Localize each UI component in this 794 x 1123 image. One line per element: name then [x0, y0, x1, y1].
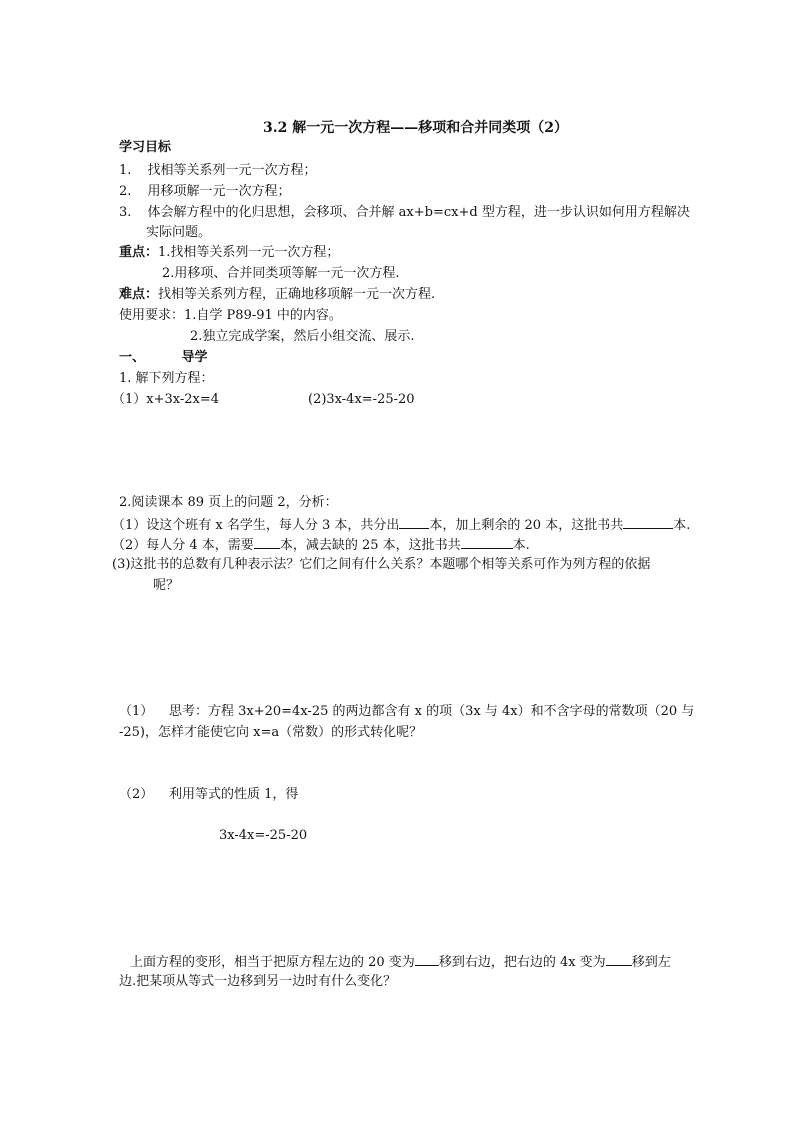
answer-blank[interactable]	[254, 535, 280, 549]
objectives-heading: 学习目标	[119, 140, 172, 155]
question-2-stem: 2.阅读课本 89 页上的问题 2，分析：	[119, 495, 338, 510]
think-number: （1）	[119, 704, 154, 719]
section-num: 一、	[119, 350, 146, 365]
transform-text-a: 上面方程的变形，相当于把原方程左边的 20 变为	[130, 955, 415, 970]
property-number: （2）	[119, 787, 154, 802]
question-2-part-1	[112, 515, 690, 535]
question-2-part-1-text-c: 本.	[673, 518, 691, 533]
objective-item-3	[119, 204, 690, 222]
transform-text-c: 移到左	[631, 955, 671, 970]
answer-blank[interactable]	[415, 952, 439, 966]
answer-blank[interactable]	[399, 515, 429, 529]
transform-text-b: 移到右边，把右边的 4x 变为	[438, 955, 606, 970]
section-title: 导学	[181, 350, 208, 365]
objective-text: 用移项解一元一次方程；	[147, 184, 291, 199]
question-2-part-2-text-b: 本，减去缺的 25 本，这批书共	[279, 538, 461, 553]
key-points-line-1	[119, 244, 339, 262]
key-points-text: 1.找相等关系列一元一次方程；	[158, 245, 340, 260]
question-2-part-2-text-c: 本.	[512, 538, 530, 553]
transform-line-1	[130, 952, 671, 972]
objective-item-2	[119, 183, 291, 201]
answer-blank[interactable]	[623, 515, 673, 529]
objective-item-1	[119, 162, 317, 180]
question-2-part-1-text-a: （1）设这个班有 x 名学生，每人分 3 本，共分出	[112, 518, 400, 533]
difficulty-text: 找相等关系列方程，正确地移项解一元一次方程.	[158, 287, 436, 302]
question-1-equation-b: (2)3x-4x=-25-20	[308, 392, 415, 407]
question-2-part-3: (3)这批书的总数有几种表示法？它们之间有什么关系？本题哪个相等关系可作为列方程的依据	[112, 557, 651, 572]
question-2-part-3-continued: 呢？	[153, 578, 180, 593]
transform-line-2: 边.把某项从等式一边移到另一边时有什么变化？	[119, 974, 397, 989]
difficulty-line	[119, 286, 435, 304]
usage-text: 1.自学 P89-91 中的内容。	[184, 308, 342, 323]
question-2-part-2	[112, 535, 530, 555]
usage-line-1	[119, 307, 342, 325]
usage-line-2: 2.独立完成学案，然后小组交流、展示.	[190, 329, 415, 344]
key-points-label: 重点：	[119, 245, 159, 260]
question-1-stem: 1. 解下列方程：	[119, 371, 214, 386]
page-title: 3.2 解一元一次方程——移项和合并同类项（2）	[263, 120, 568, 136]
objective-item-3-continued: 实际问题。	[146, 225, 212, 240]
objective-num: 2.	[119, 184, 132, 199]
property-text: 利用等式的性质 1，得	[169, 787, 299, 802]
property-equation: 3x-4x=-25-20	[219, 828, 308, 843]
usage-label: 使用要求：	[119, 308, 185, 323]
question-2-part-1-text-b: 本，加上剩余的 20 本，这批书共	[429, 518, 624, 533]
section-heading	[119, 349, 208, 367]
think-text-line-2: -25)，怎样才能使它向 x=a（常数）的形式转化呢？	[119, 725, 423, 740]
objective-text: 体会解方程中的化归思想，会移项、合并解 ax+b=cx+d 型方程，进一步认识如何用方程解决	[147, 205, 690, 220]
think-text-line-1: 思考：方程 3x+20=4x-25 的两边都含有 x 的项（3x 与 4x）和不含字母的常数项（20 与	[169, 704, 695, 719]
difficulty-label: 难点：	[119, 287, 159, 302]
objective-text: 找相等关系列一元一次方程；	[147, 163, 317, 178]
objective-num: 3.	[119, 205, 132, 220]
objective-num: 1.	[119, 163, 132, 178]
answer-blank[interactable]	[606, 952, 632, 966]
question-1-equation-a: （1）x+3x-2x=4	[112, 392, 220, 407]
key-points-line-2: 2.用移项、合并同类项等解一元一次方程.	[162, 266, 400, 281]
answer-blank[interactable]	[461, 535, 513, 549]
question-2-part-2-text-a: （2）每人分 4 本，需要	[112, 538, 254, 553]
